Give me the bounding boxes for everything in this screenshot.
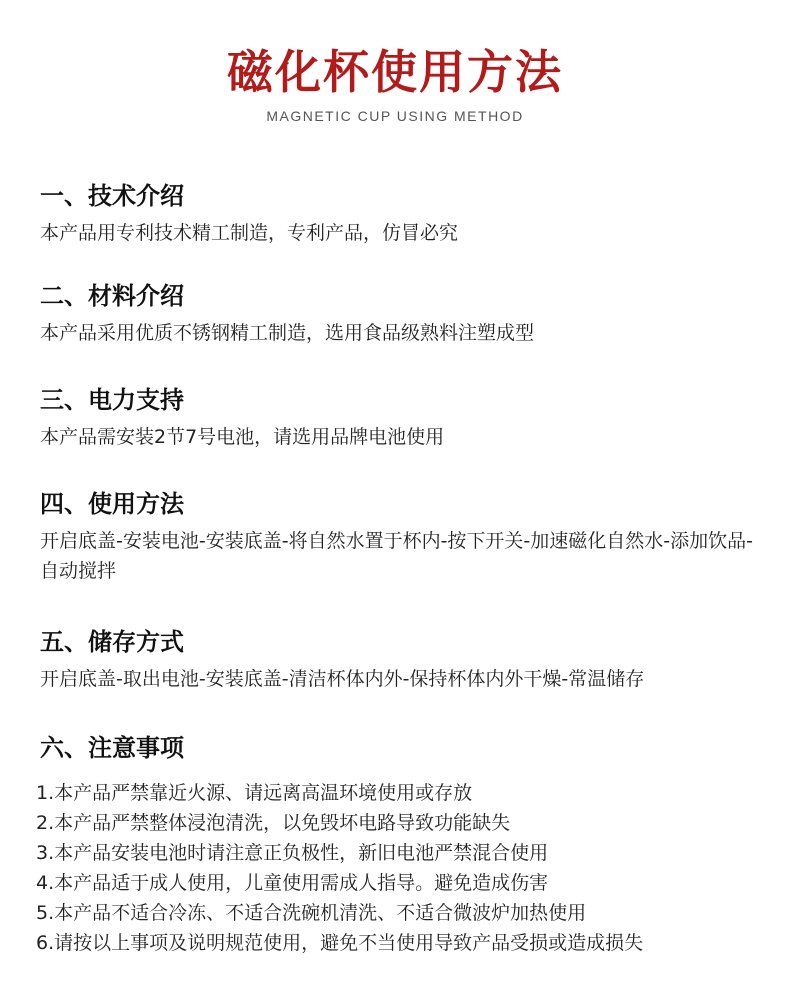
notes-list — [36, 778, 766, 958]
section-heading: 一、技术介绍 — [40, 182, 184, 210]
section-heading: 六、注意事项 — [40, 734, 184, 762]
section-body: 本产品采用优质不锈钢精工制造，选用食品级熟料注塑成型 — [40, 322, 535, 344]
section-tech — [40, 180, 760, 248]
note-item: 4.本产品适于成人使用，儿童使用需成人指导。避免造成伤害 — [36, 872, 549, 894]
section-heading: 三、电力支持 — [40, 386, 184, 414]
section-heading: 四、使用方法 — [40, 490, 184, 518]
page-title: 磁化杯使用方法 — [227, 45, 563, 99]
section-body: 本产品需安装2节7号电池，请选用品牌电池使用 — [40, 426, 445, 448]
note-item: 5.本产品不适合冷冻、不适合洗碗机清洗、不适合微波炉加热使用 — [36, 902, 587, 924]
section-usage — [40, 488, 760, 586]
section-heading: 五、储存方式 — [40, 628, 184, 656]
section-heading: 二、材料介绍 — [40, 282, 184, 310]
section-storage — [40, 626, 760, 694]
section-body: 开启底盖-取出电池-安装底盖-清洁杯体内外-保持杯体内外干燥-常温储存 — [40, 668, 645, 690]
section-material — [40, 280, 760, 348]
note-item: 6.请按以上事项及说明规范使用，避免不当使用导致产品受损或造成损失 — [36, 932, 644, 954]
section-body: 本产品用专利技术精工制造，专利产品，仿冒必究 — [40, 222, 459, 244]
note-item: 3.本产品安装电池时请注意正负极性，新旧电池严禁混合使用 — [36, 842, 549, 864]
note-item: 2.本产品严禁整体浸泡清洗，以免毁坏电路导致功能缺失 — [36, 812, 511, 834]
section-body: 开启底盖-安装电池-安装底盖-将自然水置于杯内-按下开关-加速磁化自然水-添加饮品-自动搅拌 — [40, 530, 753, 582]
section-power — [40, 384, 760, 452]
note-item: 1.本产品严禁靠近火源、请远离高温环境使用或存放 — [36, 782, 473, 804]
section-notes — [40, 732, 760, 764]
page-subtitle: MAGNETIC CUP USING METHOD — [266, 108, 524, 124]
